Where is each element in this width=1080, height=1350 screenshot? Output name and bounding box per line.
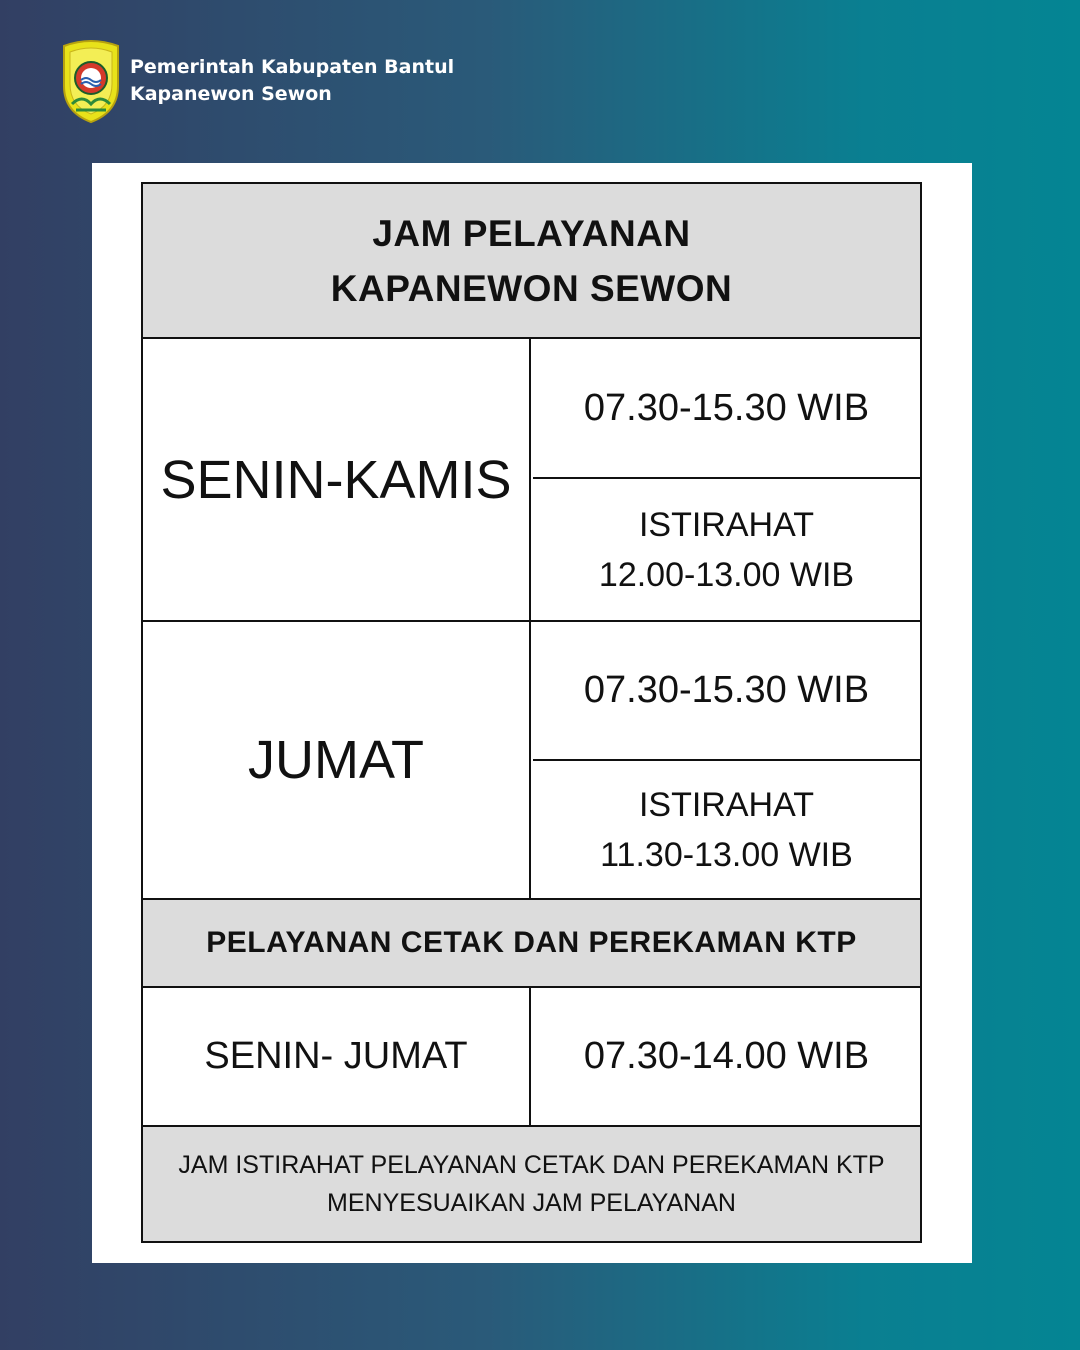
break-label: ISTIRAHAT	[638, 785, 815, 824]
org-line-1: Pemerintah Kabupaten Bantul	[130, 56, 455, 78]
day-cell: SENIN-KAMIS	[143, 339, 531, 620]
title-line-2: KAPANEWON SEWON	[330, 267, 733, 309]
break-cell	[533, 479, 920, 620]
hours-cell: 07.30-15.30 WIB	[533, 622, 920, 761]
table-title-row	[143, 184, 920, 339]
ktp-days-cell: SENIN- JUMAT	[143, 988, 531, 1125]
note-line-2: MENYESUAIKAN JAM PELAYANAN	[327, 1189, 736, 1217]
org-line-2: Kapanewon Sewon	[130, 83, 332, 105]
ktp-title: PELAYANAN CETAK DAN PEREKAMAN KTP	[206, 926, 857, 959]
ktp-hours-cell: 07.30-14.00 WIB	[583, 1035, 870, 1077]
day-cell: JUMAT	[143, 622, 531, 898]
regency-emblem-icon	[60, 38, 122, 124]
note-text	[143, 1127, 920, 1241]
ktp-title-row	[143, 900, 920, 988]
table-title	[143, 184, 920, 337]
table-row-senin-kamis	[143, 339, 920, 622]
table-row-jumat	[143, 622, 920, 900]
header	[60, 38, 454, 124]
break-time: 11.30-13.00 WIB	[600, 835, 853, 874]
break-time: 12.00-13.00 WIB	[598, 555, 855, 594]
break-label: ISTIRAHAT	[638, 505, 815, 544]
title-line-1: JAM PELAYANAN	[372, 212, 691, 254]
ktp-hours-row	[143, 988, 920, 1127]
note-row	[143, 1127, 920, 1241]
service-hours-table	[141, 182, 922, 1243]
note-line-1: JAM ISTIRAHAT PELAYANAN CETAK DAN PEREKAMAN KTP	[178, 1151, 885, 1179]
break-cell	[533, 761, 920, 898]
hours-cell: 07.30-15.30 WIB	[533, 339, 920, 479]
organization-name	[130, 54, 454, 108]
